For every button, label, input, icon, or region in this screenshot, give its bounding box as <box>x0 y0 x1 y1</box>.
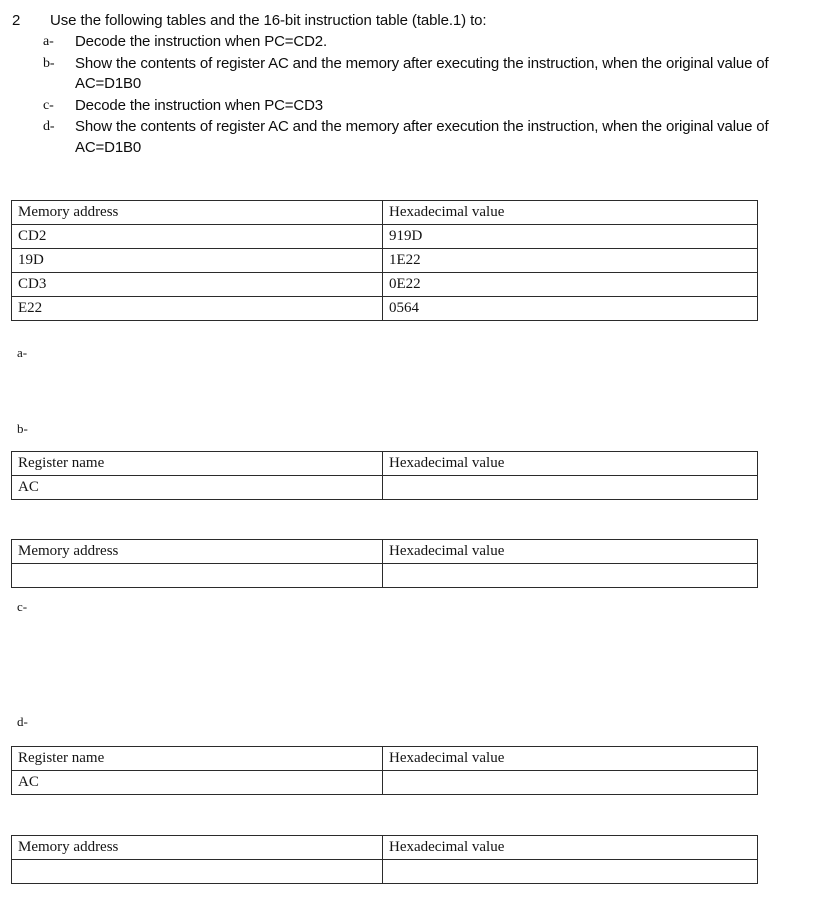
table-row <box>12 249 758 273</box>
cell-hex-value-blank[interactable] <box>383 564 758 588</box>
subitem-text-d: Show the contents of register AC and the memory after execution the instruction, when the original value of AC=D1B0 <box>75 118 769 156</box>
table-row <box>12 297 758 321</box>
memory-answer-table-b <box>11 539 758 588</box>
subitem-marker-c: c- <box>43 97 54 113</box>
table-header-row <box>12 540 758 564</box>
table-header-row <box>12 201 758 225</box>
subitem-marker-d: d- <box>43 119 55 134</box>
answer-label-d: d- <box>17 714 28 729</box>
question-subitem-a <box>0 32 818 53</box>
table-row <box>12 476 758 500</box>
subitem-text-b: Show the contents of register AC and the memory after executing the instruction, when the original value of AC=D1B0 <box>75 54 769 92</box>
cell-hex-value: 1E22 <box>383 249 758 273</box>
subitem-text-c: Decode the instruction when PC=CD3 <box>75 96 323 114</box>
subitem-text-a: Decode the instruction when PC=CD2. <box>75 33 327 50</box>
answer-label-b: b- <box>17 421 28 436</box>
header-hexadecimal-value: Hexadecimal value <box>383 747 758 771</box>
table-header-row <box>12 452 758 476</box>
header-register-name: Register name <box>12 452 383 476</box>
header-hexadecimal-value: Hexadecimal value <box>383 836 758 860</box>
cell-hex-value-blank[interactable] <box>383 860 758 884</box>
question-subitem-d <box>0 117 818 158</box>
cell-hex-value-blank[interactable] <box>383 771 758 795</box>
question-subitem-c <box>0 96 818 117</box>
answer-label-c: c- <box>17 599 28 614</box>
table-row <box>12 225 758 249</box>
header-hexadecimal-value: Hexadecimal value <box>383 201 758 225</box>
question-lead <box>0 10 818 31</box>
table-row <box>12 771 758 795</box>
header-memory-address: Memory address <box>12 201 383 225</box>
register-answer-table-d <box>11 746 758 795</box>
register-answer-table-b <box>11 451 758 500</box>
header-hexadecimal-value: Hexadecimal value <box>383 540 758 564</box>
table-row <box>12 564 758 588</box>
cell-hex-value: 919D <box>383 225 758 249</box>
question-number: 2 <box>12 12 21 29</box>
cell-memory-address-blank[interactable] <box>12 564 383 588</box>
question-lead-text: Use the following tables and the 16-bit instruction table (table.1) to: <box>50 12 487 29</box>
table-header-row <box>12 747 758 771</box>
header-memory-address: Memory address <box>12 836 383 860</box>
cell-register-name: AC <box>12 771 383 795</box>
cell-register-name: AC <box>12 476 383 500</box>
cell-memory-address-blank[interactable] <box>12 860 383 884</box>
subitem-marker-a: a- <box>43 34 54 49</box>
memory-answer-table-d <box>11 835 758 884</box>
question-subitem-list <box>0 32 818 158</box>
table-row <box>12 860 758 884</box>
memory-given-table <box>11 200 758 321</box>
header-memory-address: Memory address <box>12 540 383 564</box>
header-register-name: Register name <box>12 747 383 771</box>
cell-memory-address: E22 <box>12 297 383 321</box>
question-subitem-b <box>0 54 818 95</box>
cell-hex-value-blank[interactable] <box>383 476 758 500</box>
cell-memory-address: CD3 <box>12 273 383 297</box>
cell-memory-address: 19D <box>12 249 383 273</box>
cell-hex-value: 0564 <box>383 297 758 321</box>
cell-hex-value: 0E22 <box>383 273 758 297</box>
table-header-row <box>12 836 758 860</box>
question-block <box>0 0 818 158</box>
header-hexadecimal-value: Hexadecimal value <box>383 452 758 476</box>
subitem-marker-b: b- <box>43 55 55 71</box>
table-row <box>12 273 758 297</box>
cell-memory-address: CD2 <box>12 225 383 249</box>
answer-label-a: a- <box>17 345 28 360</box>
